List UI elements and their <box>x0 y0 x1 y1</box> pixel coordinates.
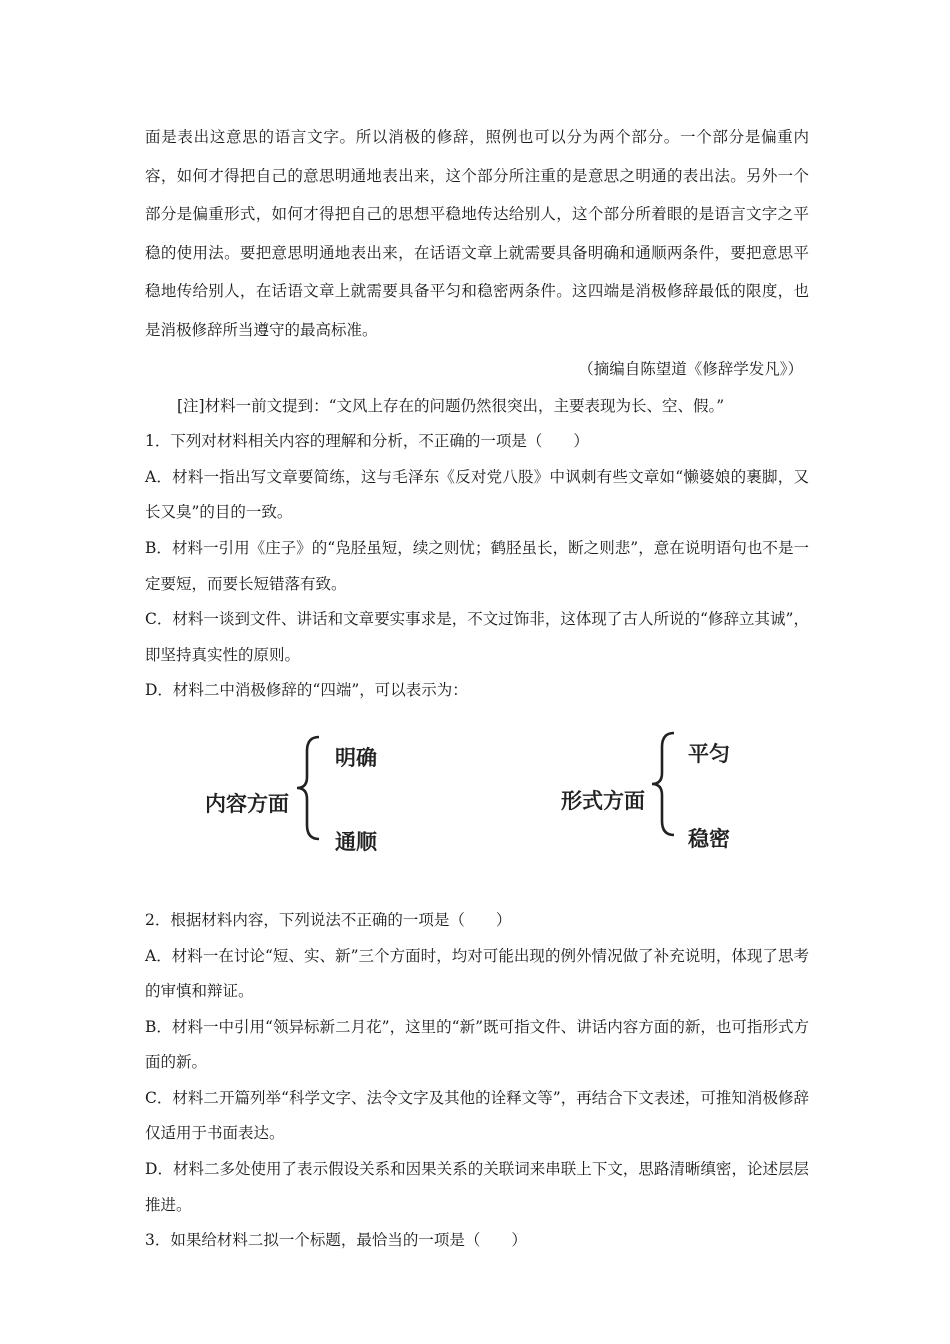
question-2-option-c: C．材料二开篇列举“科学文字、法令文字及其他的诠释文等”，再结合下文表述，可推知消极修辞仅适用于书面表达。 <box>145 1088 809 1143</box>
diagram-left-bottom: 通顺 <box>335 829 377 854</box>
question-1-stem: 1．下列对材料相关内容的理解和分析，不正确的一项是（ ） <box>145 432 589 451</box>
question-2-option-d: D．材料二多处使用了表示假设关系和因果关系的关联词来串联上下文，思路清晰缜密，论述层层推进。 <box>145 1160 809 1214</box>
question-1-option-b: B．材料一引用《庄子》的“凫胫虽短，续之则忧；鹤胫虽长，断之则悲”，意在说明语句也不是一定要短，而要长短错落有致。 <box>145 538 809 593</box>
passage-paragraph: 面是表出这意思的语言文字。所以消极的修辞，照例也可以分为两个部分。一个部分是偏重内容，如何才得把自己的意思明通地表出来，这个部分所注重的是意思之明通的表出法。另外一个部分是偏重形式，如何才得把自己的思想平稳地传达给别人，这个部分所着眼的是语言文字之平稳的使用法。要把意思明通地表出来，在话语文章上就需要具备明确和通顺两条件，要把意思平稳地传给别人，在话语文章上就需要具备平匀和稳密两条件。这四端是消极修辞最低的限度，也是消极修辞所当遵守的最高标准。 <box>145 128 809 339</box>
question-2-stem: 2．根据材料内容，下列说法不正确的一项是（ ） <box>145 910 512 929</box>
question-3-stem: 3．如果给材料二拟一个标题，最恰当的一项是（ ） <box>145 1231 527 1250</box>
diagram-right-label: 形式方面 <box>561 788 645 813</box>
diagram-left-label: 内容方面 <box>205 791 289 816</box>
question-2-option-b: B．材料一中引用“领异标新二月花”，这里的“新”既可指文件、讲话内容方面的新，也可指形式方面的新。 <box>145 1017 809 1072</box>
diagram-right-top: 平匀 <box>688 741 730 766</box>
passage-source: （摘编自陈望道《修辞学发凡》） <box>578 359 803 378</box>
question-1-option-a: A．材料一指出写文章要简练，这与毛泽东《反对党八股》中讽刺有些文章如“懒婆娘的裹脚，又长又臭”的目的一致。 <box>145 467 809 522</box>
left-brace-icon <box>293 733 323 843</box>
question-1-option-c: C．材料一谈到文件、讲话和文章要实事求是，不文过饰非，这体现了古人所说的“修辞立其诚”，即坚持真实性的原则。 <box>145 610 809 664</box>
question-2-option-a: A．材料一在讨论“短、实、新”三个方面时，均对可能出现的例外情况做了补充说明，体现了思考的审慎和辩证。 <box>145 946 809 1001</box>
passage-note: [注]材料一前文提到：“文风上存在的问题仍然很突出，主要表现为长、空、假。” <box>177 397 725 416</box>
right-brace-icon <box>648 729 678 839</box>
question-1-option-d: D．材料二中消极修辞的“四端”，可以表示为： <box>145 681 468 700</box>
document-page <box>145 118 809 1259</box>
four-ends-diagram <box>145 713 809 903</box>
diagram-left-top: 明确 <box>335 745 377 770</box>
diagram-right-bottom: 稳密 <box>688 826 730 851</box>
